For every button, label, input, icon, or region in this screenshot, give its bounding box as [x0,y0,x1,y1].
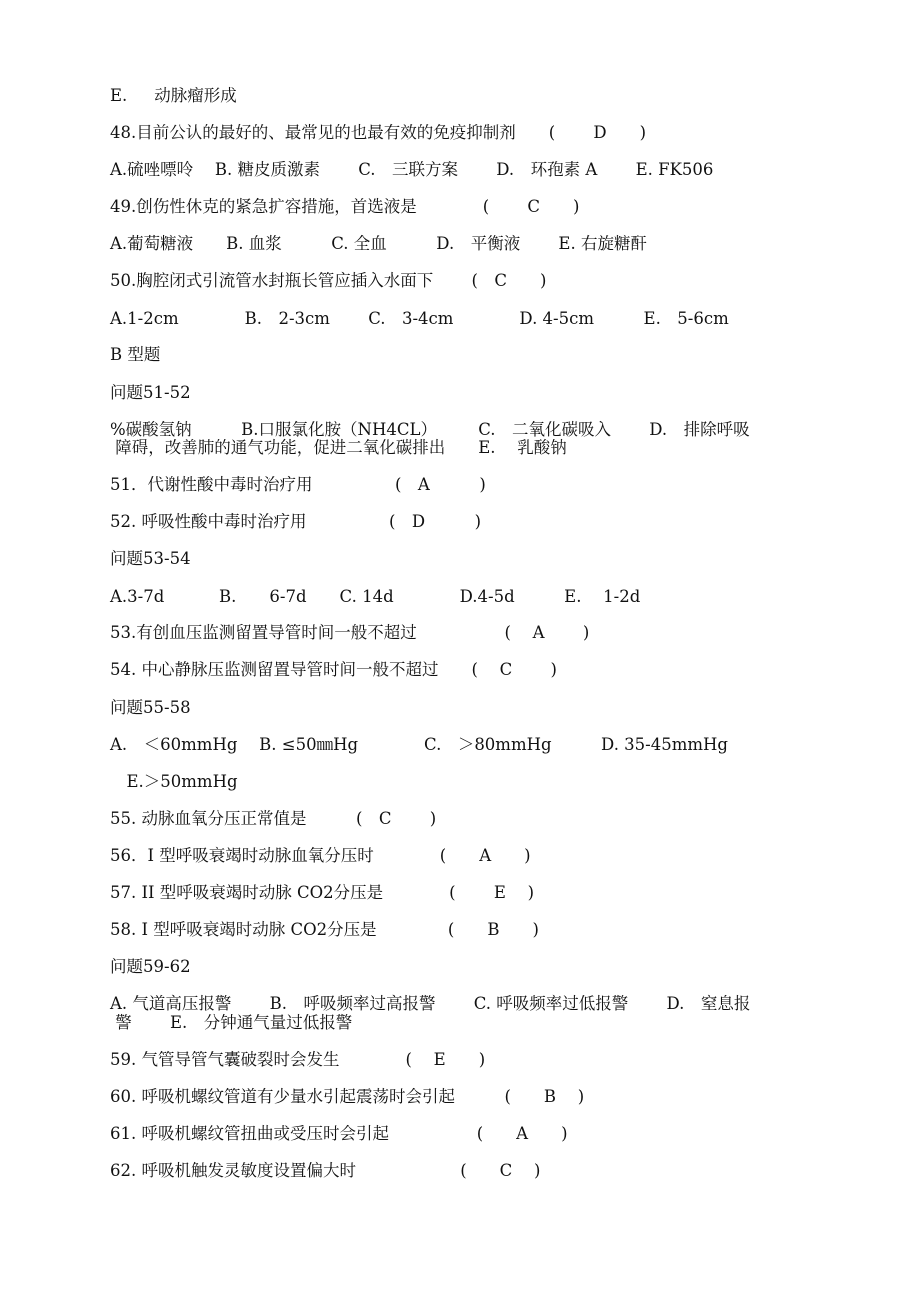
options-50 [110,309,729,329]
options-59-62-line2 [110,1013,352,1033]
text: %碳酸氢钠 B.口服氯化胺（NH4CL） C. 二氧化碳吸入 D. 排除呼吸 [110,420,750,439]
question-59 [110,1050,485,1070]
question-58 [110,920,539,940]
group-heading-51-52 [110,383,191,403]
question-55 [110,809,436,829]
options-55-58-line1 [110,735,728,755]
text: 53.有创血压监测留置导管时间一般不超过 ( A ) [110,623,590,642]
text: 障碍，改善肺的通气功能，促进二氧化碳排出 E. 乳酸钠 [110,438,567,457]
text: A. ＜60mmHg B. ≤50㎜Hg C. ＞80mmHg D. 35-45mmHg [110,735,728,754]
options-48 [110,160,713,180]
options-53-54 [110,587,640,607]
text: A.1-2cm B. 2-3cm C. 3-4cm D. 4-5cm E. 5-6cm [110,309,729,328]
text: 48.目前公认的最好的、最常见的也最有效的免疫抑制剂 ( D ) [110,123,647,142]
text: 问题53-54 [110,549,191,568]
text: 54. 中心静脉压监测留置导管时间一般不超过 ( C ) [110,660,557,679]
text: A. 气道高压报警 B. 呼吸频率过高报警 C. 呼吸频率过低报警 D. 窒息报 [110,994,751,1013]
text: 60. 呼吸机螺纹管道有少量水引起震荡时会引起 ( B ) [110,1087,585,1106]
options-59-62-line1 [110,994,750,1014]
question-60 [110,1087,584,1107]
text: 警 E. 分钟通气量过低报警 [110,1013,353,1032]
text: 问题59-62 [110,957,191,976]
text: B 型题 [110,345,161,364]
question-49 [110,197,580,217]
group-heading-59-62 [110,957,191,977]
text: 58. I 型呼吸衰竭时动脉 CO2分压是 ( B ) [110,920,539,939]
group-heading-55-58 [110,698,191,718]
question-62 [110,1161,540,1181]
text: A.葡萄糖液 B. 血浆 C. 全血 D. 平衡液 E. 右旋糖酐 [110,234,647,253]
question-53 [110,623,589,643]
text: 57. II 型呼吸衰竭时动脉 CO2分压是 ( E ) [110,883,535,902]
options-51-52-line2 [110,438,567,458]
text: 问题55-58 [110,698,191,717]
question-61 [110,1124,568,1144]
question-48 [110,123,646,143]
options-51-52-line1 [110,420,750,440]
text: 59. 气管导管气囊破裂时会发生 ( E ) [110,1050,486,1069]
text: A.3-7d B. 6-7d C. 14d D.4-5d E. 1-2d [110,587,641,606]
text: 50.胸腔闭式引流管水封瓶长管应插入水面下 ( C ) [110,271,547,290]
option-line-47e [110,86,237,106]
section-heading-b [110,345,160,365]
text: E. 动脉瘤形成 [110,86,237,105]
question-56 [110,846,531,866]
text: 56．I 型呼吸衰竭时动脉血氧分压时 ( A ) [110,846,531,865]
text: 62. 呼吸机触发灵敏度设置偏大时 ( C ) [110,1161,541,1180]
group-heading-53-54 [110,549,191,569]
question-57 [110,883,534,903]
question-51 [110,475,486,495]
question-52 [110,512,481,532]
text: 52. 呼吸性酸中毒时治疗用 ( D ) [110,512,482,531]
text: 49.创伤性休克的紧急扩容措施，首选液是 ( C ) [110,197,580,216]
text: 51．代谢性酸中毒时治疗用 ( A ) [110,475,486,494]
question-54 [110,660,557,680]
text: E.＞50mmHg [110,772,238,791]
text: 问题51-52 [110,383,191,402]
options-55-58-line2 [110,772,238,792]
text: 55. 动脉血氧分压正常值是 ( C ) [110,809,437,828]
options-49 [110,234,647,254]
question-50 [110,271,547,291]
text: A.硫唑嘌呤 B. 糖皮质激素 C. 三联方案 D. 环孢素 A E. FK506 [110,160,714,179]
text: 61. 呼吸机螺纹管扭曲或受压时会引起 ( A ) [110,1124,568,1143]
